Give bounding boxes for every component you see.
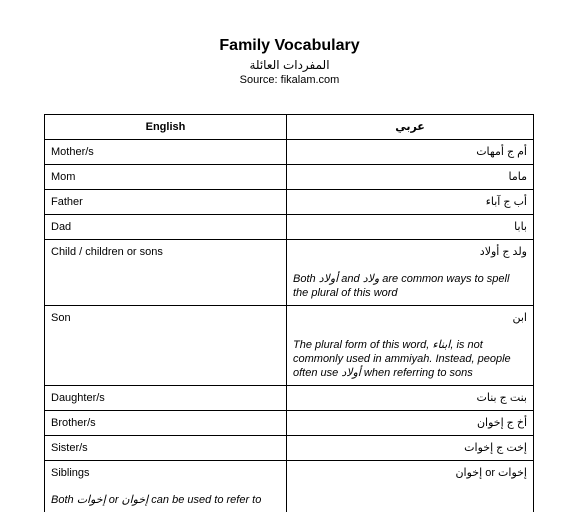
- english-cell: Brother/s: [45, 411, 287, 436]
- arabic-term: إخت ج إخوات: [293, 441, 527, 455]
- arabic-term: إخوات or إخوان: [293, 466, 527, 480]
- arabic-cell: [287, 306, 534, 386]
- english-cell: Son: [45, 306, 287, 386]
- english-cell: Daughter/s: [45, 386, 287, 411]
- arabic-term: بابا: [293, 220, 527, 234]
- table-row: [45, 215, 534, 240]
- arabic-cell: [287, 386, 534, 411]
- note-arabic-word: إخوات: [77, 494, 106, 506]
- arabic-term: بنت ج بنات: [293, 391, 527, 405]
- source-line: Source: fikalam.com: [0, 73, 579, 87]
- english-cell: Mom: [45, 165, 287, 190]
- arabic-cell: [287, 215, 534, 240]
- usage-note: [51, 493, 280, 507]
- table-row: [45, 190, 534, 215]
- arabic-term: ولد ج أولاد: [293, 245, 527, 259]
- table-row: [45, 411, 534, 436]
- page-title: Family Vocabulary: [0, 36, 579, 56]
- english-cell: Child / children or sons: [45, 240, 287, 306]
- arabic-term: ابن: [293, 311, 527, 325]
- note-text: or: [106, 494, 122, 506]
- note-text: , is not commonly used in ammiyah. Instead, people often use: [293, 339, 511, 379]
- table-row: [45, 461, 534, 512]
- arabic-term: أب ج آباء: [293, 195, 527, 209]
- note-text: can be used to refer to: [148, 494, 261, 506]
- table-row: [45, 165, 534, 190]
- table-row: [45, 240, 534, 306]
- arabic-term: أم ج أمهات: [293, 145, 527, 159]
- note-arabic-word: إخوان: [122, 494, 149, 506]
- table-row: [45, 140, 534, 165]
- english-cell: [45, 461, 287, 512]
- arabic-cell: [287, 140, 534, 165]
- table-row: [45, 306, 534, 386]
- note-arabic-word: ولاد: [363, 273, 379, 285]
- note-text: Both: [51, 494, 77, 506]
- arabic-term: ماما: [293, 170, 527, 184]
- english-cell: Father: [45, 190, 287, 215]
- english-cell: Mother/s: [45, 140, 287, 165]
- arabic-subtitle: المفردات العائلة: [0, 57, 579, 73]
- english-cell: Sister/s: [45, 436, 287, 461]
- note-arabic-word: أولاد: [319, 273, 339, 285]
- arabic-cell: [287, 240, 534, 306]
- usage-note: [293, 272, 527, 300]
- usage-note: [293, 338, 527, 380]
- arabic-cell: [287, 190, 534, 215]
- note-text: are common ways to spell the plural of this word: [293, 273, 509, 299]
- document-header: [0, 36, 579, 87]
- english-term: Siblings: [51, 467, 90, 479]
- note-arabic-word: أولاد: [341, 367, 361, 379]
- note-arabic-word: ابناء: [432, 339, 450, 351]
- note-text: when referring to sons: [361, 367, 473, 379]
- arabic-cell: [287, 461, 534, 512]
- arabic-term: أخ ج إخوان: [293, 416, 527, 430]
- arabic-cell: [287, 165, 534, 190]
- arabic-cell: [287, 436, 534, 461]
- table-row: [45, 436, 534, 461]
- note-text: Both: [293, 273, 319, 285]
- column-header-arabic: عربي: [287, 115, 534, 140]
- table-row: [45, 386, 534, 411]
- vocabulary-table: [44, 114, 534, 512]
- table-header-row: [45, 115, 534, 140]
- note-text: and: [338, 273, 362, 285]
- arabic-cell: [287, 411, 534, 436]
- english-cell: Dad: [45, 215, 287, 240]
- note-text: The plural form of this word,: [293, 339, 432, 351]
- column-header-english: English: [45, 115, 287, 140]
